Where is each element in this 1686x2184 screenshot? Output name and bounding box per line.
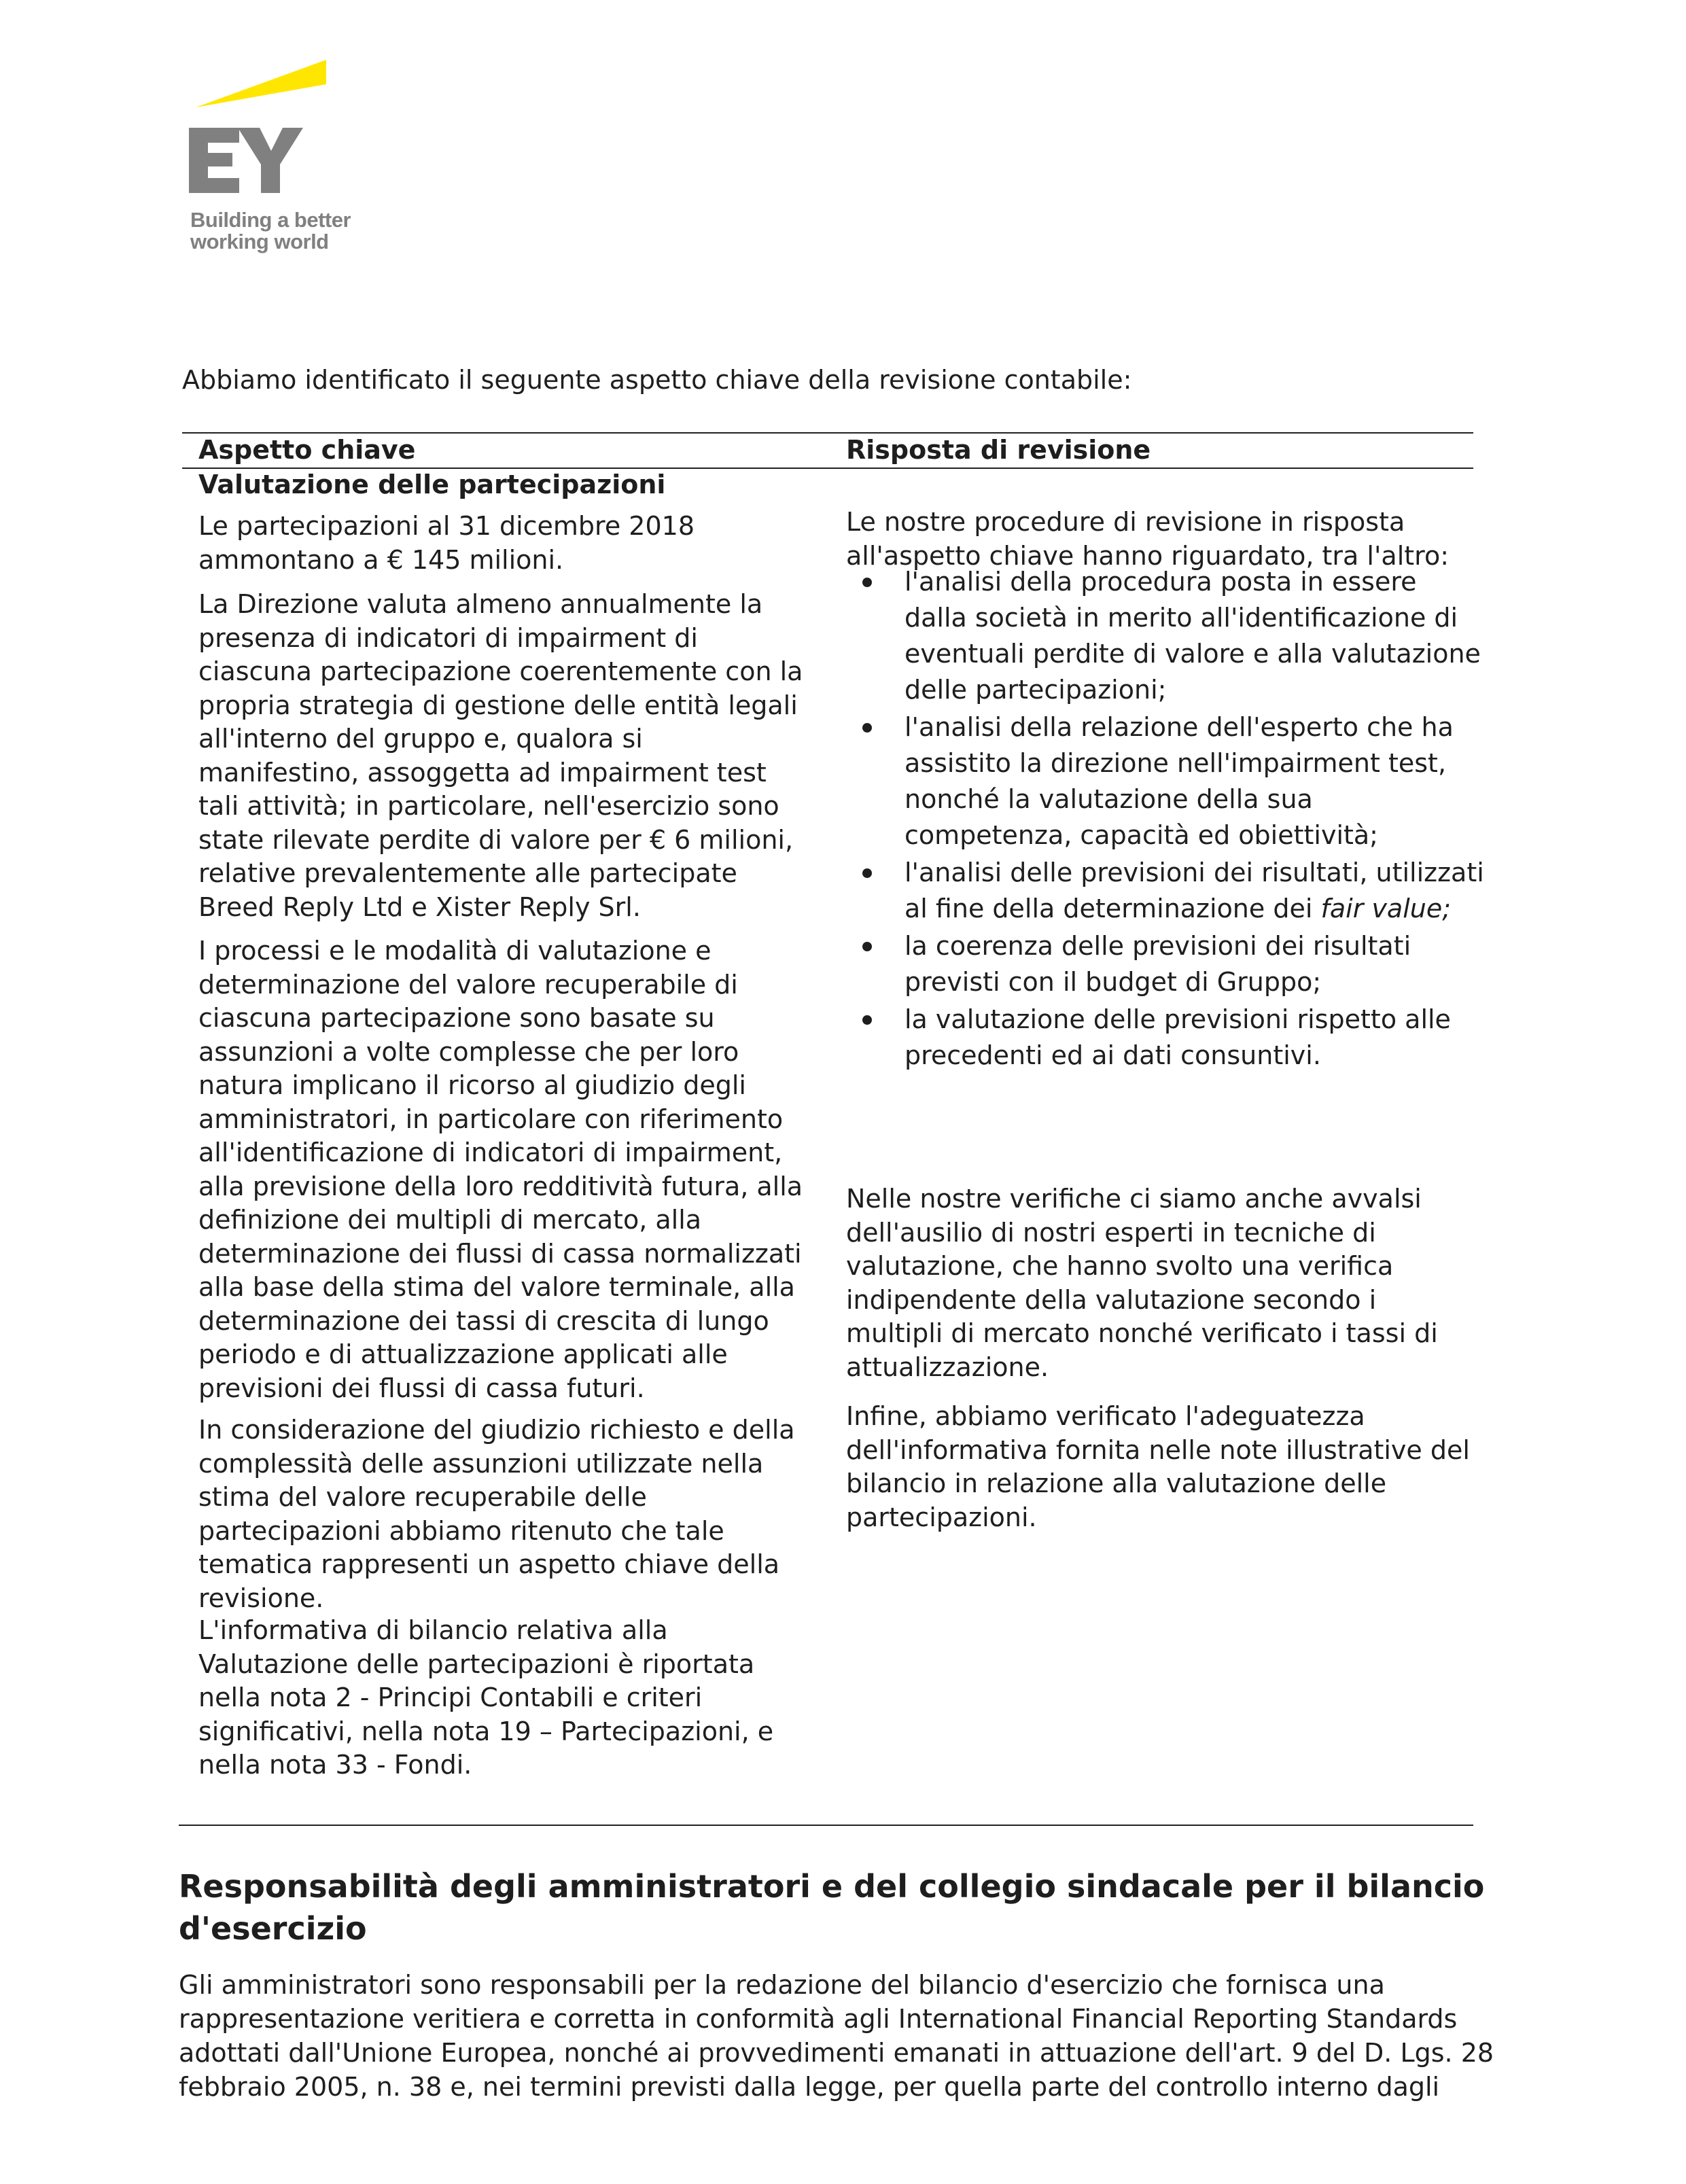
left-subheading: Valutazione delle partecipazioni — [198, 470, 666, 499]
procedures-list — [846, 564, 1485, 1075]
bullet-icon — [862, 578, 872, 587]
table-top-rule — [182, 432, 1473, 434]
header-aspetto-chiave: Aspetto chiave — [198, 435, 416, 465]
section-title: Responsabilità degli amministratori e del collegio sindacale per il bilancio d'esercizio — [179, 1868, 1485, 1947]
bullet-icon — [862, 942, 872, 951]
fair-value-italic: fair value; — [1320, 894, 1452, 923]
logo-letter-e — [189, 128, 239, 193]
logo-tagline-line1: Building a better — [190, 208, 351, 232]
right-paragraph-2: Nelle nostre verifiche ci siamo anche avvalsi dell'ausilio di nostri esperti in tecniche di valutazione, che hanno svolto una verifica indipendente della valutazione secondo i multipli di mercato nonché verificato i tassi di attualizzazione. — [846, 1184, 1438, 1382]
right-intro: Le nostre procedure di revisione in risposta all'aspetto chiave hanno riguardato, tra l'altro: — [846, 507, 1450, 571]
ey-logo-mark — [188, 56, 371, 198]
intro-text: Abbiamo identificato il seguente aspetto chiave della revisione contabile: — [182, 365, 1132, 395]
ey-logo — [188, 56, 371, 260]
list-item: la coerenza delle previsioni dei risultati previsti con il budget di Gruppo; — [846, 928, 1485, 1000]
header-risposta-revisione: Risposta di revisione — [846, 435, 1151, 465]
left-paragraph-5: L'informativa di bilancio relativa alla Valutazione delle partecipazioni è riportata nella nota 2 - Principi Contabili e criteri significativi, nella nota 19 – Partecipazioni, e nella nota 33 - Fondi. — [198, 1615, 774, 1780]
bullet-icon — [862, 1015, 872, 1025]
table-bottom-rule — [179, 1825, 1473, 1826]
list-item: l'analisi delle previsioni dei risultati, utilizzati al fine della determinazione dei fair value; — [846, 855, 1485, 927]
right-paragraph-3: Infine, abbiamo verificato l'adeguatezza dell'informativa fornita nelle note illustrative del bilancio in relazione alla valutazione delle partecipazioni. — [846, 1401, 1470, 1532]
list-item: l'analisi della procedura posta in essere dalla società in merito all'identificazione di eventuali perdite di valore e alla valutazione delle partecipazioni; — [846, 564, 1485, 708]
left-paragraph-2: La Direzione valuta almeno annualmente la presenza di indicatori di impairment di ciascuna partecipazione coerentemente con la propria strategia di gestione delle entità legali all'interno del gruppo e, qualora si manifestino, assoggetta ad impairment test tali attività; in particolare, nell'esercizio sono state rilevate perdite di valore per € 6 milioni, relative prevalentemente alle partecipate Breed Reply Ltd e Xister Reply Srl. — [198, 589, 803, 922]
bullet-icon — [862, 723, 872, 733]
bullet-icon — [862, 868, 872, 878]
list-item: l'analisi della relazione dell'esperto che ha assistito la direzione nell'impairment test, nonché la valutazione della sua competenza, capacità ed obiettività; — [846, 709, 1485, 853]
logo-letter-y — [238, 128, 303, 193]
list-item: la valutazione delle previsioni rispetto alle precedenti ed ai dati consuntivi. — [846, 1002, 1485, 1074]
logo-tagline-line2: working world — [190, 230, 329, 253]
left-paragraph-1: Le partecipazioni al 31 dicembre 2018 ammontano a € 145 milioni. — [198, 511, 695, 575]
logo-yellow-beam — [196, 60, 326, 107]
left-paragraph-4: In considerazione del giudizio richiesto e della complessità delle assunzioni utilizzate nella stima del valore recuperabile delle partecipazioni abbiamo ritenuto che tale tematica rappresenti un aspetto chiave della revisione. — [198, 1415, 795, 1613]
left-paragraph-3: I processi e le modalità di valutazione e determinazione del valore recuperabile di ciascuna partecipazione sono basate su assunzioni a volte complesse che per loro natura implicano il ricorso al giudizio degli amministratori, in particolare con riferimento all'identificazione di indicatori di impairment, alla previsione della loro redditività futura, alla definizione dei multipli di mercato, alla determinazione dei flussi di cassa normalizzati alla base della stima del valore terminale, alla determinazione dei tassi di crescita di lungo periodo e di attualizzazione applicati alle previsioni dei flussi di cassa futuri. — [198, 936, 803, 1403]
section-body: Gli amministratori sono responsabili per la redazione del bilancio d'esercizio che fornisca una rappresentazione veritiera e corretta in conformità agli International Financial Reporting Standards adottati dall'Unione Europea, nonché ai provvedimenti emanati in attuazione dell'art. 9 del D. Lgs. 28 febbraio 2005, n. 38 e, nei termini previsti dalla legge, per quella parte del controllo interno dagli — [179, 1970, 1494, 2102]
